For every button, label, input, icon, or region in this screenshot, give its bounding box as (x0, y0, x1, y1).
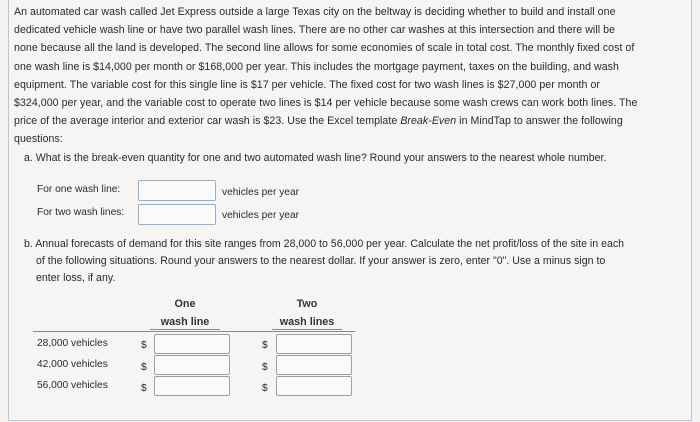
problem-line (14, 112, 690, 130)
text-span: in MindTap to answer the following (456, 115, 623, 128)
unit-label: vehicles per year (222, 187, 300, 198)
part-b-question (24, 236, 684, 287)
problem-line: questions: (14, 133, 63, 146)
one-line-label: For one wash line: (37, 184, 121, 195)
text-span: price of the average interior and exterior car wash is $23. Use the Excel template (14, 115, 401, 128)
breakeven-one-line-input[interactable] (138, 180, 216, 201)
unit-label: vehicles per year (222, 210, 300, 221)
template-name: Break-Even (400, 115, 457, 128)
problem-line: equipment. The variable cost for this single line is $17 per vehicle. The fixed cost for two wash lines is $27,000 per month or (14, 78, 600, 91)
question-line: b. Annual forecasts of demand for this site ranges from 28,000 to 56,000 per year. Calculate the net profit/loss of the site in each (24, 238, 625, 250)
profit-42000-one-line-input[interactable] (154, 355, 230, 375)
table-header-divider (33, 331, 355, 332)
demand-row-label: 56,000 vehicles (37, 380, 108, 391)
currency-symbol: $ (262, 383, 268, 394)
two-lines-label: For two wash lines: (37, 207, 125, 218)
problem-text (14, 3, 690, 149)
col-two-heading: Two (296, 298, 318, 310)
currency-symbol: $ (141, 340, 147, 351)
demand-row-label: 42,000 vehicles (37, 359, 108, 370)
profit-56000-two-lines-input[interactable] (276, 376, 352, 396)
col-two-subheading: wash lines (272, 316, 342, 330)
col-one-subheading: wash line (150, 316, 220, 330)
demand-row-label: 28,000 vehicles (37, 338, 108, 349)
currency-symbol: $ (262, 340, 268, 351)
profit-56000-one-line-input[interactable] (154, 376, 230, 396)
currency-symbol: $ (141, 362, 147, 373)
problem-line: one wash line is $14,000 per month or $168,000 per year. This includes the mortgage payment, taxes on the building, and wash (14, 60, 619, 73)
problem-line: none because all the land is developed. The second line allows for some economies of scale in total cost. The monthly fixed cost of (14, 42, 635, 55)
col-one-heading: One (174, 298, 196, 310)
profit-42000-two-lines-input[interactable] (276, 355, 352, 375)
problem-line: dedicated vehicle wash line or have two parallel wash lines. There are no other car washes at this intersection and there will be (14, 24, 616, 37)
question-line: of the following situations. Round your answers to the nearest dollar. If your answer is zero, enter "0". Use a minus sign to (36, 255, 606, 267)
part-a-question: a. What is the break-even quantity for one and two automated wash line? Round your answers to the nearest whole number. (24, 152, 607, 164)
profit-28000-two-lines-input[interactable] (276, 334, 352, 354)
currency-symbol: $ (141, 383, 147, 394)
problem-line: An automated car wash called Jet Express outside a large Texas city on the beltway is deciding whether to build and install one (14, 6, 616, 18)
problem-line: $324,000 per year, and the variable cost to operate two lines is $14 per vehicle because some wash crews can work both lines. The (14, 97, 638, 110)
breakeven-two-lines-input[interactable] (138, 204, 216, 225)
currency-symbol: $ (262, 362, 268, 373)
question-line: enter loss, if any. (36, 272, 116, 284)
profit-28000-one-line-input[interactable] (154, 334, 230, 354)
